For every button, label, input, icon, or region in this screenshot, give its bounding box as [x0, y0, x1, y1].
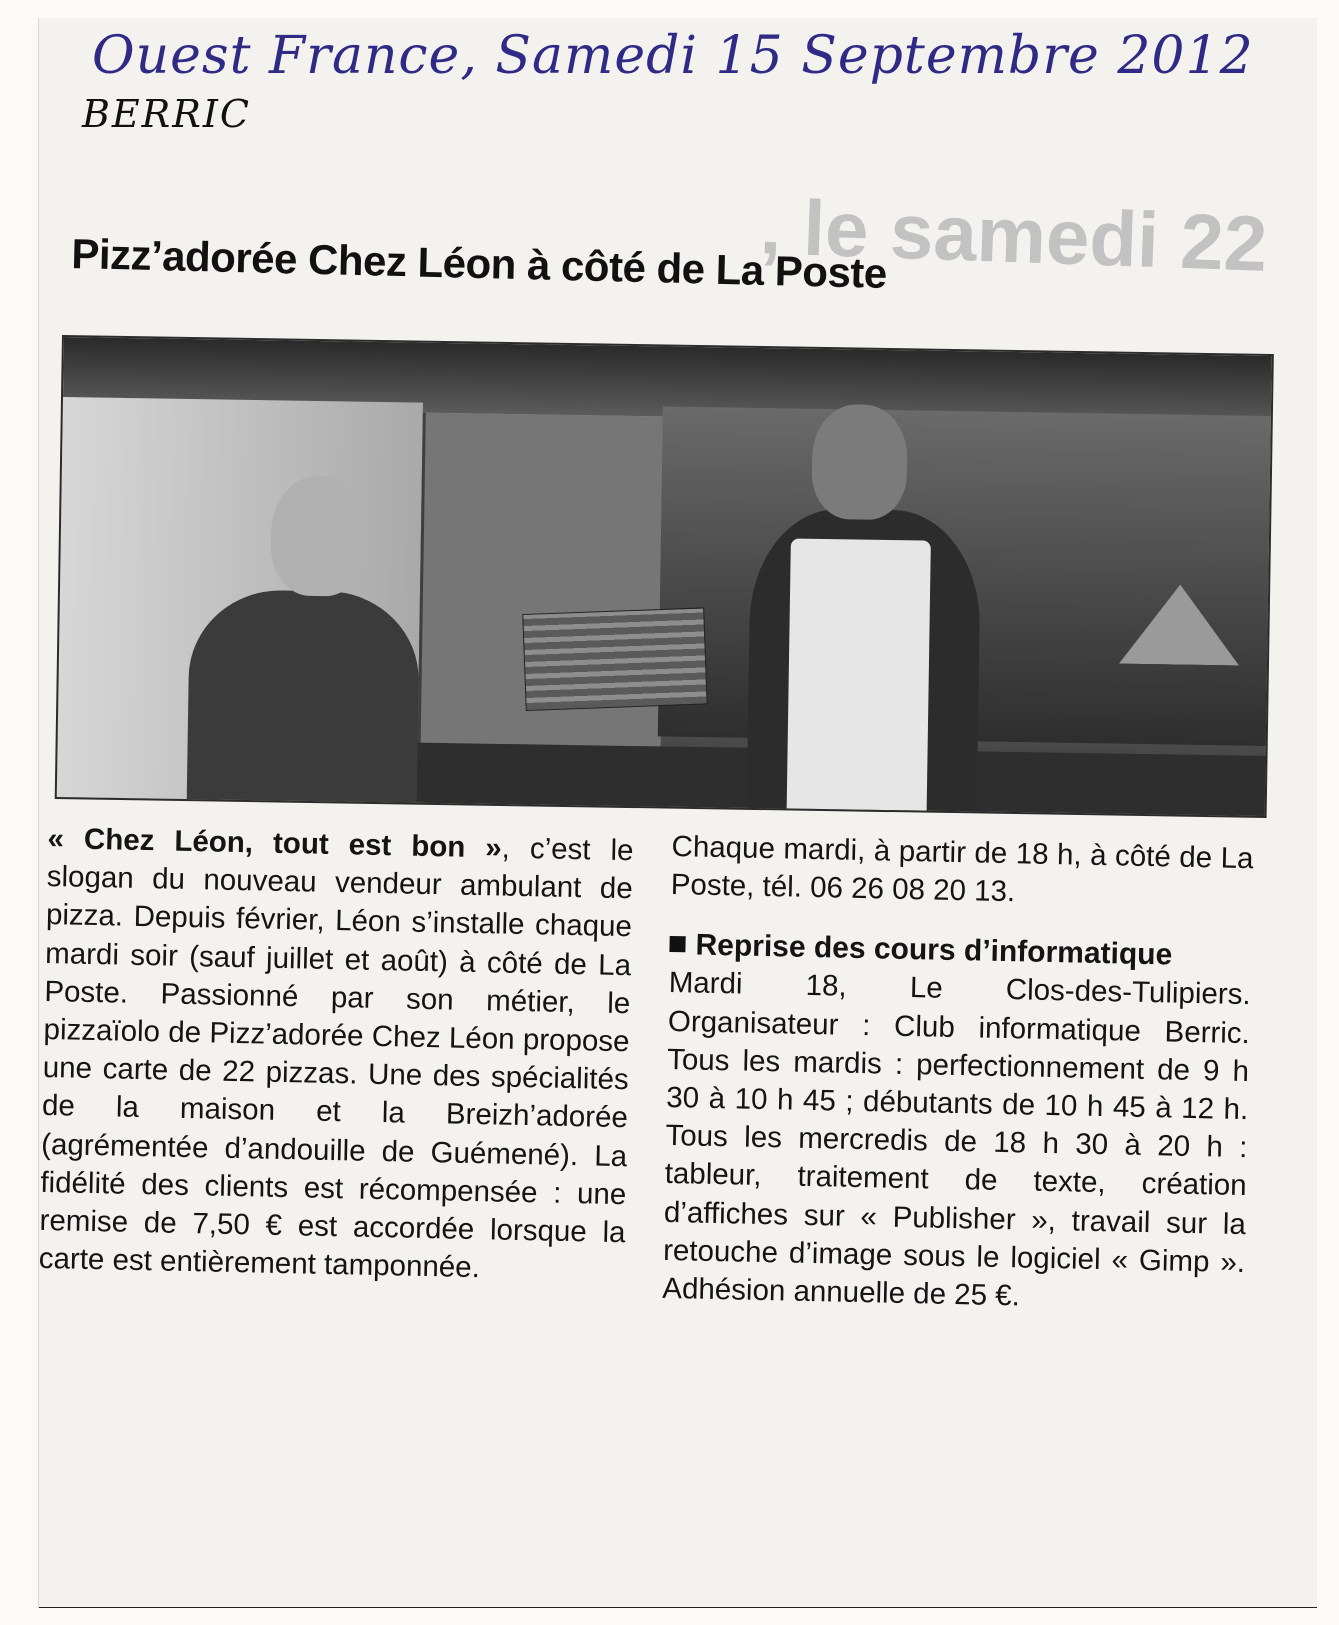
- article-photo: [55, 335, 1274, 818]
- square-bullet-icon: [669, 936, 685, 952]
- article-column-left: [38, 820, 633, 1291]
- article-column-right: [662, 828, 1254, 1320]
- article-slogan: « Chez Léon, tout est bon »: [47, 821, 503, 865]
- article-body-right: Chaque mardi, à partir de 18 h, à côté de La Poste, tél. 06 26 08 20 13.: [670, 829, 1254, 909]
- brief-heading: Reprise des cours d’informatique: [695, 928, 1173, 972]
- brief-body: Mardi 18, Le Clos-des-Tulipiers. Organisateur : Club informatique Berric. Tous les mardis : perfectionnement de 9 h 30 à 10 h 45 ; débutants de 10 h 45 à 12 h. Tous les mercredis de 18 h 30 à 20 h : tableur, traitement de texte, création d’affiches sur « Publisher », travail sur la retouche d’image sous le logiciel « Gimp ». Adhésion annuelle de 25 €.: [662, 966, 1251, 1313]
- handwritten-publication-note: Ouest France, Samedi 15 Septembre 2012: [92, 26, 1254, 86]
- handwritten-town-note: BERRIC: [82, 92, 251, 136]
- photo-customer-body: [187, 589, 420, 813]
- photo-customer-head: [270, 475, 367, 596]
- bleed-through-heading: , le samedi 22: [758, 182, 1269, 288]
- article-paragraph: [38, 820, 633, 1291]
- article-body-left: , c’est le slogan du nouveau vendeur ambulant de pizza. Depuis février, Léon s’installe chaque mardi soir (sauf juillet et août) à côté de La Poste. Passionné par son métier, le pizzaïolo de Pizz’adorée Chez Léon propose une carte de 22 pizzas. Une des spécialités de la maison et la Breizh’adorée (agrémentée d’andouille de Guémené). La fidélité des clients est récompensée : une remise de 7,50 € est accordée lorsque la carte est entièrement tamponnée.: [38, 831, 634, 1285]
- photo-pizzaiolo-head: [811, 404, 908, 520]
- photo-pizza-boxes: [522, 607, 707, 711]
- clipping-bottom-edge: [39, 1607, 1317, 1608]
- article-headline: Pizz’adorée Chez Léon à côté de La Poste: [70, 230, 888, 297]
- photo-apron: [787, 538, 931, 810]
